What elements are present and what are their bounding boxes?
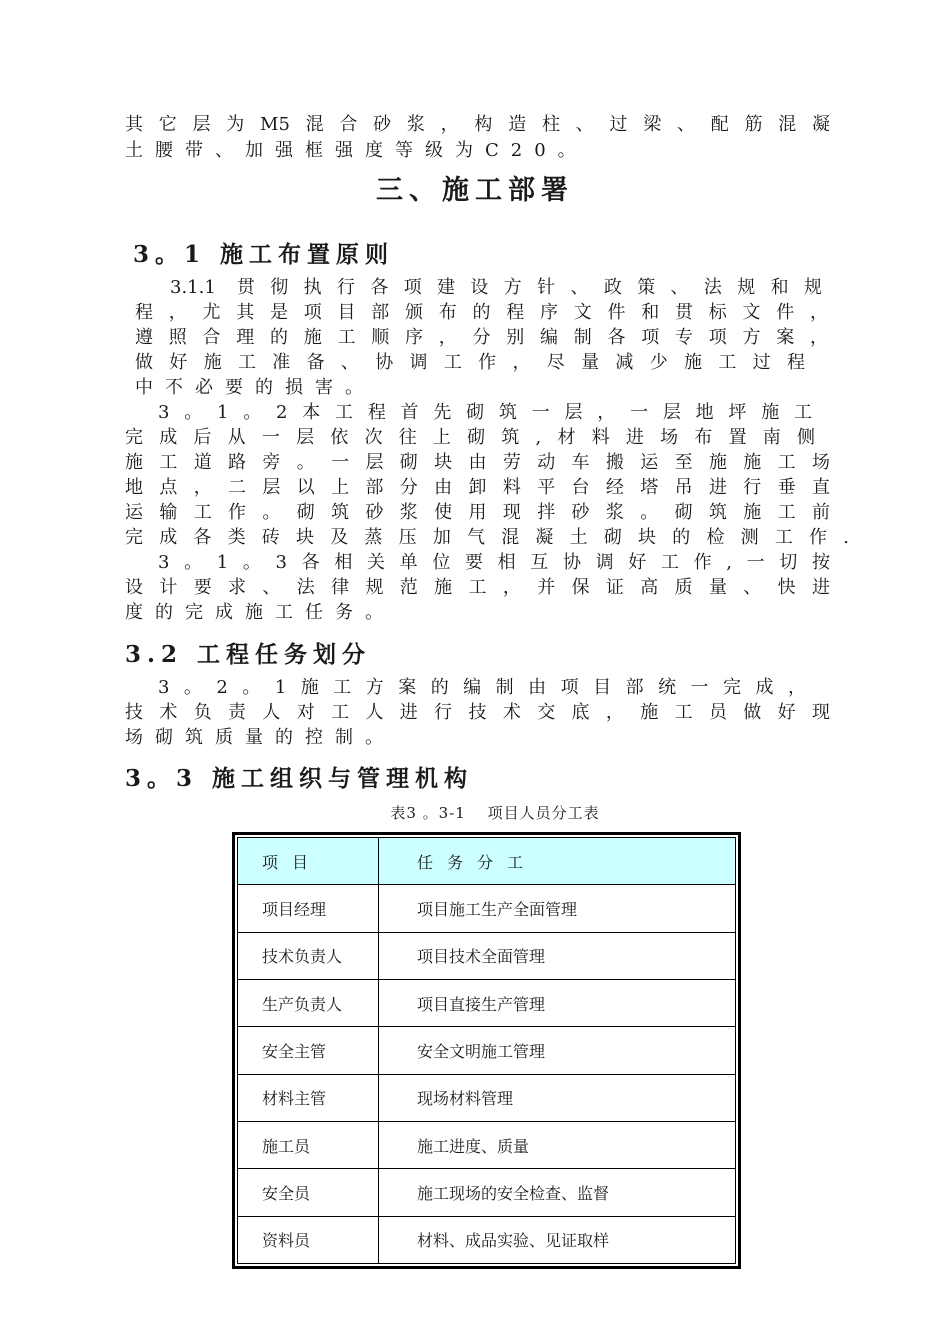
- heading-3-2: 3.2 工程任务划分: [125, 641, 372, 668]
- table-cell: 安全员: [238, 1169, 379, 1216]
- table-row: [238, 1027, 736, 1074]
- table-cell: 项目技术全面管理: [379, 932, 736, 979]
- paragraph-line: 完成各类砖块及蒸压加气混凝土砌块的检测工作.: [125, 527, 849, 548]
- table-cell: 生产负责人: [238, 979, 379, 1026]
- table-header-cell: 项目: [238, 838, 379, 885]
- table-cell: 安全主管: [238, 1027, 379, 1074]
- table-cell: 技术负责人: [238, 932, 379, 979]
- table-row: [238, 1121, 736, 1168]
- paragraph-line: 遵照合理的施工顺序，分别编制各项专项方案，: [135, 327, 828, 348]
- table-row: [238, 1216, 736, 1263]
- paragraph-line: 3。1。3各相关单位要相互协调好工作,一切按: [158, 552, 830, 573]
- table-cell: 施工现场的安全检查、监督: [379, 1169, 736, 1216]
- table-cell: 资料员: [238, 1216, 379, 1263]
- paragraph-line: 施工道路旁。一层砌块由劳动车搬运至施施工场: [125, 452, 830, 473]
- table-cell: 施工进度、质量: [379, 1121, 736, 1168]
- table-row: [238, 979, 736, 1026]
- paragraph-line: 程，尤其是项目部颁布的程序文件和贯标文件，: [135, 302, 828, 323]
- table-row: [238, 1169, 736, 1216]
- section-title: 三、施工部署: [376, 175, 574, 206]
- table-caption: 表3 。3-1 项目人员分工表: [390, 804, 600, 822]
- table-cell: 项目施工生产全面管理: [379, 885, 736, 932]
- staff-table: [232, 832, 741, 1269]
- table-cell: 项目经理: [238, 885, 379, 932]
- paragraph-line: 3。1。2本工程首先砌筑一层，一层地坪施工: [158, 402, 812, 423]
- table-header-cell: 任务分工: [379, 838, 736, 885]
- table-cell: 材料、成品实验、见证取样: [379, 1216, 736, 1263]
- paragraph-line: 度的完成施工任务。: [125, 602, 395, 623]
- table-cell: 项目直接生产管理: [379, 979, 736, 1026]
- paragraph-line: 做好施工准备、协调工作，尽量减少施工过程: [135, 352, 805, 373]
- paragraph-line: 中不必要的损害。: [135, 377, 375, 398]
- table-cell: 安全文明施工管理: [379, 1027, 736, 1074]
- paragraph-line: 设计要求、法律规范施工，并保证高质量、快进: [125, 577, 830, 598]
- table-cell: 现场材料管理: [379, 1074, 736, 1121]
- paragraph-line: 技术负责人对工人进行技术交底，施工员做好现: [125, 702, 830, 723]
- heading-3-1: 3。1 施工布置原则: [133, 241, 395, 268]
- table-row: [238, 885, 736, 932]
- paragraph-line: 3。2。1施工方案的编制由项目部统一完成，: [158, 677, 806, 698]
- table-cell: 材料主管: [238, 1074, 379, 1121]
- table-header-row: [238, 838, 736, 885]
- paragraph-line: 土腰带、加强框强度等级为C20。: [125, 140, 588, 161]
- table-cell: 施工员: [238, 1121, 379, 1168]
- heading-3-3: 3。3 施工组织与管理机构: [125, 765, 474, 792]
- paragraph-line: 完成后从一层依次往上砌筑,材料进场布置南侧: [125, 427, 815, 448]
- paragraph-line: 运输工作。砌筑砂浆使用现拌砂浆。砌筑施工前: [125, 502, 830, 523]
- table-row: [238, 932, 736, 979]
- paragraph-line: 3.1.1 贯彻执行各项建设方针、政策、法规和规: [170, 277, 822, 298]
- paragraph-line: 场砌筑质量的控制。: [125, 727, 395, 748]
- paragraph-line: 其它层为M5混合砂浆，构造柱、过梁、配筋混凝: [125, 114, 830, 135]
- paragraph-line: 地点，二层以上部分由卸料平台经塔吊进行垂直: [125, 477, 830, 498]
- table-row: [238, 1074, 736, 1121]
